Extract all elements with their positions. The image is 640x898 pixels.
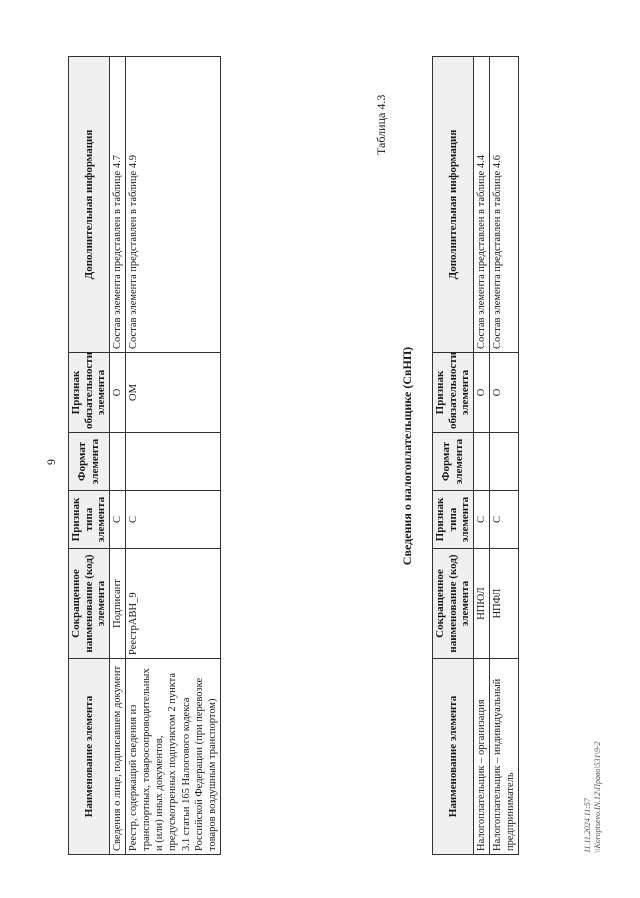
cell-info: Состав элемента представлен в таблице 4.6 — [490, 57, 519, 353]
header-cell: Наименование элемента — [433, 659, 474, 855]
cell-required: О — [490, 353, 519, 433]
cell-type: С — [109, 491, 125, 549]
table-row — [126, 57, 221, 855]
cell-format — [490, 433, 519, 491]
cell-name: Сведения о лице, подписавшем документ — [109, 659, 125, 855]
cell-info: Состав элемента представлен в таблице 4.4 — [473, 57, 489, 353]
header-cell: Признак типа элемента — [433, 491, 474, 549]
header-cell: Формат элемента — [69, 433, 110, 491]
header-cell: Признак обязательности элемента — [433, 353, 474, 433]
table-header-row — [433, 57, 474, 855]
stamp-date: 11.11.2024 11:57 — [583, 798, 592, 853]
cell-type: С — [473, 491, 489, 549]
cell-info: Состав элемента представлен в таблице 4.7 — [109, 57, 125, 353]
cell-required: О — [473, 353, 489, 433]
header-cell: Признак обязательности элемента — [69, 353, 110, 433]
header-cell: Сокращенное наименование (код) элемента — [433, 549, 474, 659]
header-cell: Дополнительная информация — [69, 57, 110, 353]
taxpayer-table — [432, 56, 519, 855]
cell-code: РеестрАВН_9 — [126, 549, 221, 659]
header-cell: Сокращенное наименование (код) элемента — [69, 549, 110, 659]
elements-table — [68, 56, 221, 855]
cell-code: НПЮЛ — [473, 549, 489, 659]
cell-code: Подписант — [109, 549, 125, 659]
header-cell: Признак типа элемента — [69, 491, 110, 549]
cell-required: ОМ — [126, 353, 221, 433]
cell-code: НПФЛ — [490, 549, 519, 659]
table-title: Сведения о налогоплательщике (СвНП) — [400, 346, 414, 566]
page-number: 9 — [44, 459, 58, 465]
cell-type: С — [490, 491, 519, 549]
header-cell: Наименование элемента — [69, 659, 110, 855]
cell-type: С — [126, 491, 221, 549]
stamp-path: \\Koroptsevo.IN.12\Право\531\9-2 — [592, 741, 602, 853]
rotated-content — [38, 55, 608, 855]
table-row — [109, 57, 125, 855]
cell-info: Состав элемента представлен в таблице 4.9 — [126, 57, 221, 353]
table-row — [473, 57, 489, 855]
cell-name: Налогоплательщик – организация — [473, 659, 489, 855]
print-stamp — [583, 741, 602, 853]
header-cell: Формат элемента — [433, 433, 474, 491]
table-caption: Таблица 4.3 — [374, 94, 388, 155]
cell-format — [126, 433, 221, 491]
cell-required: О — [109, 353, 125, 433]
cell-name: Реестр, содержащий сведения из транспортных, товаросопроводительных и (или) иных документов, предусмотренных подпунктом 2 пункта 3.1 статьи 165 Налогового кодекса Российской Федерации (при перевозке товаров воздушным транспортом) — [126, 659, 221, 855]
cell-format — [473, 433, 489, 491]
header-cell: Дополнительная информация — [433, 57, 474, 353]
table-row — [490, 57, 519, 855]
cell-name: Налогоплательщик – индивидуальный предприниматель — [490, 659, 519, 855]
cell-format — [109, 433, 125, 491]
table-header-row — [69, 57, 110, 855]
